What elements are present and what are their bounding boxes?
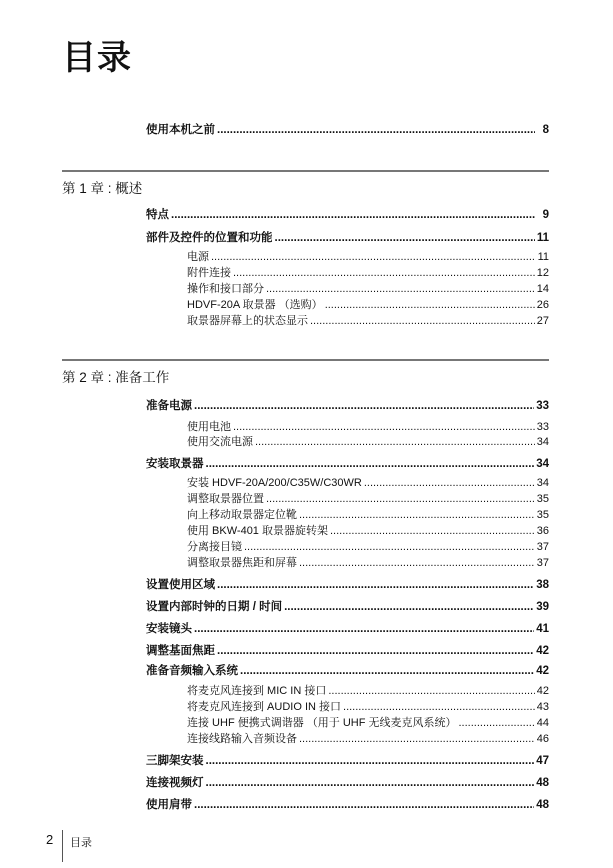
- toc-entry-page: 27: [536, 315, 549, 327]
- toc-entry-page: 34: [536, 477, 549, 489]
- dot-leader: [266, 493, 535, 505]
- toc-entry-title: 使用本机之前: [146, 124, 215, 136]
- toc-entry-title: 部件及控件的位置和功能: [146, 232, 273, 244]
- footer-page-number: 2: [46, 832, 54, 847]
- toc-entry[interactable]: [146, 752, 549, 768]
- toc-entry-title: 安装 HDVF-20A/200/C35W/C30WR: [187, 477, 362, 489]
- dot-leader: [343, 701, 535, 713]
- toc-entry-title: 使用电池: [187, 421, 231, 433]
- toc-entry-page: 42: [536, 685, 549, 697]
- dot-leader: [299, 509, 535, 521]
- dot-leader: [206, 755, 535, 767]
- toc-entry[interactable]: [146, 576, 549, 592]
- chapter-label: 第 1 章 : 概述: [62, 181, 143, 196]
- dot-leader: [206, 458, 535, 470]
- toc-entry-title: 附件连接: [187, 267, 231, 279]
- toc-entry[interactable]: [146, 662, 549, 678]
- toc-entry-title: 设置内部时钟的日期 / 时间: [146, 601, 283, 613]
- toc-entry[interactable]: [146, 774, 549, 790]
- dot-leader: [255, 436, 535, 448]
- toc-entry-page: 41: [536, 623, 549, 635]
- toc-entry[interactable]: [187, 554, 549, 570]
- dot-leader: [194, 400, 534, 412]
- toc-entry-title: 调整取景器位置: [187, 493, 264, 505]
- toc-entry-page: 11: [537, 251, 549, 263]
- toc-entry[interactable]: [187, 248, 549, 264]
- dot-leader: [233, 421, 535, 433]
- toc-entry[interactable]: [146, 796, 549, 812]
- toc-entry-page: 46: [536, 733, 549, 745]
- toc-entry-title: HDVF-20A 取景器 （选购）: [187, 299, 323, 311]
- toc-entry-page: 26: [536, 299, 549, 311]
- toc-entry-page: 38: [536, 579, 549, 591]
- toc-entry-title: 将麦克风连接到 AUDIO IN 接口: [187, 701, 342, 713]
- dot-leader: [217, 579, 534, 591]
- toc-entry-title: 连接线路输入音频设备: [187, 733, 297, 745]
- dot-leader: [299, 733, 535, 745]
- dot-leader: [325, 299, 535, 311]
- dot-leader: [284, 601, 534, 613]
- toc-entry-page: 14: [536, 283, 549, 295]
- dot-leader: [194, 799, 534, 811]
- toc-entry-title: 连接 UHF 便携式调谐器 （用于 UHF 无线麦克风系统）: [187, 717, 457, 729]
- toc-entry-page: 48: [536, 799, 549, 811]
- toc-entry[interactable]: [146, 620, 549, 636]
- toc-entry-title: 连接视频灯: [146, 777, 204, 789]
- dot-leader: [240, 665, 534, 677]
- toc-entry-page: 8: [542, 124, 549, 136]
- dot-leader: [206, 777, 535, 789]
- toc-entry[interactable]: [146, 206, 549, 222]
- toc-entry-title: 向上移动取景器定位靴: [187, 509, 297, 521]
- footer-label: 目录: [70, 837, 92, 849]
- toc-entry-title: 使用肩带: [146, 799, 192, 811]
- toc-entry-title: 准备音频输入系统: [146, 665, 238, 677]
- toc-entry-page: 48: [536, 777, 549, 789]
- toc-entry-page: 36: [536, 525, 549, 537]
- toc-entry-title: 特点: [146, 209, 169, 221]
- toc-entry[interactable]: [187, 296, 549, 312]
- toc-entry-title: 电源: [187, 251, 209, 263]
- toc-entry-title: 使用 BKW-401 取景器旋转架: [187, 525, 328, 537]
- toc-entry[interactable]: [146, 397, 549, 413]
- toc-entry-page: 37: [536, 557, 549, 569]
- toc-entry[interactable]: [146, 598, 549, 614]
- toc-entry[interactable]: [187, 433, 549, 449]
- dot-leader: [266, 283, 535, 295]
- footer-divider: [62, 830, 63, 862]
- toc-entry-title: 使用交流电源: [187, 436, 253, 448]
- toc-entry-title: 安装镜头: [146, 623, 192, 635]
- toc-entry[interactable]: [187, 312, 549, 328]
- toc-entry-page: 39: [536, 601, 549, 613]
- toc-entry-title: 分离接目镜: [187, 541, 242, 553]
- toc-entry[interactable]: [146, 455, 549, 471]
- toc-entry-page: 34: [536, 436, 549, 448]
- toc-entry[interactable]: [187, 264, 549, 280]
- toc-entry-page: 12: [536, 267, 549, 279]
- toc-entry[interactable]: [187, 522, 549, 538]
- toc-entry-title: 安装取景器: [146, 458, 204, 470]
- toc-entry-title: 设置使用区域: [146, 579, 215, 591]
- toc-entry-title: 准备电源: [146, 400, 192, 412]
- toc-entry-page: 35: [536, 493, 549, 505]
- dot-leader: [275, 232, 535, 244]
- toc-entry[interactable]: [187, 490, 549, 506]
- chapter-1-header: [62, 170, 549, 197]
- toc-entry-title: 三脚架安装: [146, 755, 204, 767]
- toc-entry[interactable]: [146, 229, 549, 245]
- toc-entry[interactable]: [187, 682, 549, 698]
- toc-entry[interactable]: [187, 730, 549, 746]
- toc-entry-title: 将麦克风连接到 MIC IN 接口: [187, 685, 327, 697]
- page-title: 目录: [62, 39, 132, 77]
- toc-entry[interactable]: [187, 714, 549, 730]
- toc-entry[interactable]: [146, 121, 549, 137]
- dot-leader: [217, 645, 534, 657]
- toc-entry[interactable]: [187, 418, 549, 434]
- toc-entry-page: 37: [536, 541, 549, 553]
- dot-leader: [217, 124, 535, 136]
- toc-entry-page: 43: [536, 701, 549, 713]
- toc-entry-page: 34: [536, 458, 549, 470]
- dot-leader: [330, 525, 535, 537]
- dot-leader: [310, 315, 535, 327]
- toc-entry[interactable]: [187, 698, 549, 714]
- toc-entry-page: 44: [536, 717, 549, 729]
- dot-leader: [328, 685, 534, 697]
- toc-entry-title: 操作和接口部分: [187, 283, 264, 295]
- toc-entry[interactable]: [187, 280, 549, 296]
- toc-entry-title: 调整取景器焦距和屏幕: [187, 557, 297, 569]
- dot-leader: [364, 477, 535, 489]
- dot-leader: [211, 251, 535, 263]
- chapter-2-header: [62, 359, 549, 386]
- toc-entry-title: 调整基面焦距: [146, 645, 215, 657]
- chapter-rule: [62, 359, 549, 361]
- toc-entry-title: 取景器屏幕上的状态显示: [187, 315, 308, 327]
- dot-leader: [233, 267, 535, 279]
- chapter-rule: [62, 170, 549, 172]
- toc-entry[interactable]: [187, 474, 549, 490]
- toc-entry-page: 11: [536, 232, 549, 244]
- toc-entry-page: 33: [536, 400, 549, 412]
- toc-entry-page: 35: [536, 509, 549, 521]
- toc-entry[interactable]: [187, 506, 549, 522]
- toc-entry[interactable]: [146, 642, 549, 658]
- toc-entry[interactable]: [187, 538, 549, 554]
- dot-leader: [459, 717, 535, 729]
- toc-entry-page: 9: [542, 209, 549, 221]
- toc-entry-page: 33: [536, 421, 549, 433]
- dot-leader: [171, 209, 535, 221]
- dot-leader: [194, 623, 534, 635]
- chapter-label: 第 2 章 : 准备工作: [62, 370, 170, 385]
- toc-entry-page: 42: [536, 665, 549, 677]
- dot-leader: [299, 557, 535, 569]
- toc-entry-page: 42: [536, 645, 549, 657]
- dot-leader: [244, 541, 535, 553]
- toc-entry-page: 47: [536, 755, 549, 767]
